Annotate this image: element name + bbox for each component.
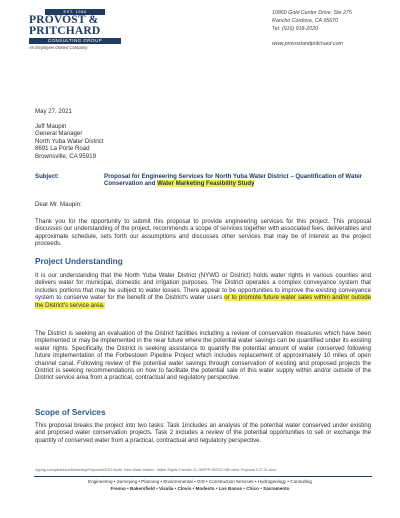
letter-date: May 27, 2021	[35, 108, 72, 115]
recipient-name: Jeff Maupin	[35, 123, 67, 130]
understanding-p1-main: It is our understanding that the North Yuba Water District (NYWD or District) holds water rights in various counties and delivers water for municipal, domestic and irrigation purposes. The District operates a complex conveyance system that includes portions that may be subject to water losses. There appear to be opportunities to improve the existing conveyance system to conserve water for the benefit of the District's water users	[35, 272, 371, 302]
understanding-paragraph-2: The District is seeking an evaluation of the District facilities including a review of conservation measures which have been implemented or may be implemented in the near future where the potential water savings can be quantified under its existing water rights. Specifically, the District is seeking assistance to quantify the potential amount of water conserved following future implementation of the Forbestown Pipeline Project which includes replacement of approximately 10 miles of open channel canal. Following review of the potential water savings through conservation of existing and proposed projects the District is seeking recommendations on how to facilitate the potential sale of this water supply within and/or outside of the District service area from a practical, contractual and regulatory perspective.	[35, 330, 371, 382]
recipient-street: 8691 La Porte Road	[35, 145, 90, 153]
address-city: Rancho Cordova, CA 95670	[272, 18, 339, 24]
logo-name-line2: PRITCHARD	[29, 25, 101, 37]
heading-project-understanding: Project Understanding	[35, 257, 123, 266]
recipient-city: Brownsville, CA 95919	[35, 152, 96, 160]
address-website: www.provostandpritchard.com	[272, 41, 343, 47]
footer-divider	[34, 476, 372, 477]
company-logo	[29, 9, 121, 50]
company-address	[272, 9, 382, 48]
subject-label: Subject:	[35, 173, 60, 180]
heading-scope-of-services: Scope of Services	[35, 408, 106, 417]
subject-text	[104, 173, 364, 188]
understanding-paragraph-1	[35, 272, 371, 309]
logo-est-badge: EST. 1986	[45, 9, 105, 15]
subject-main: Proposal for Engineering Services for North Yuba Water District – Quantification of Water Conservation and	[104, 173, 363, 188]
logo-name-line1: PROVOST &	[29, 14, 99, 26]
recipient-organization: North Yuba Water District	[35, 137, 104, 145]
logo-subtitle: CONSULTING GROUP	[29, 38, 121, 44]
address-tel: Tel: (916) 918-2020	[272, 26, 319, 32]
address-street: 10860 Gold Center Drive, Ste 275	[272, 10, 352, 16]
logo-tagline: An Employee Owned Company	[29, 45, 88, 50]
intro-paragraph: Thank you for the opportunity to submit this proposal to provide engineering services for this project. This proposal discusses our understanding of the project, recommends a scope of services together with associated fees, deliverables and approximate schedule, sets forth our assumptions and discusses other services that may be of interest as the project proceeds.	[35, 218, 371, 248]
file-path-note: \\pping.com\jobs\docs\Marketing\Proposals\2021\North Yuba Water District - Water Rights Transfer 21-18\RFP-052021 NB Letter Proposal 5.27.21.docx	[35, 468, 277, 472]
understanding-p1-highlight: or to promote future water sales within and/or outside the District's service area.	[35, 294, 371, 309]
footer-offices: Fresno • Bakersfield • Visalia • Clovis • Modesto • Los Banos • Chico • Sacramento	[110, 486, 290, 491]
salutation: Dear Mr. Maupin:	[35, 201, 82, 208]
recipient-title: General Manager	[35, 130, 83, 138]
footer-services: Engineering • Surveying • Planning • Environmental • GIS • Construction Services • Hydrogeology • Consulting	[88, 479, 312, 484]
recipient-block	[35, 123, 103, 160]
scope-paragraph: This proposal breaks the project into two tasks: Task 1includes an analysis of the potential water conserved under existing and proposed water conservation projects. Task 2 includes a review of the potential opportunities to sell or exchange the quantity of conserved water from a practical, contractual and regulatory perspective.	[35, 422, 371, 444]
subject-highlight: Water Marketing Feasibility Study	[157, 180, 255, 188]
